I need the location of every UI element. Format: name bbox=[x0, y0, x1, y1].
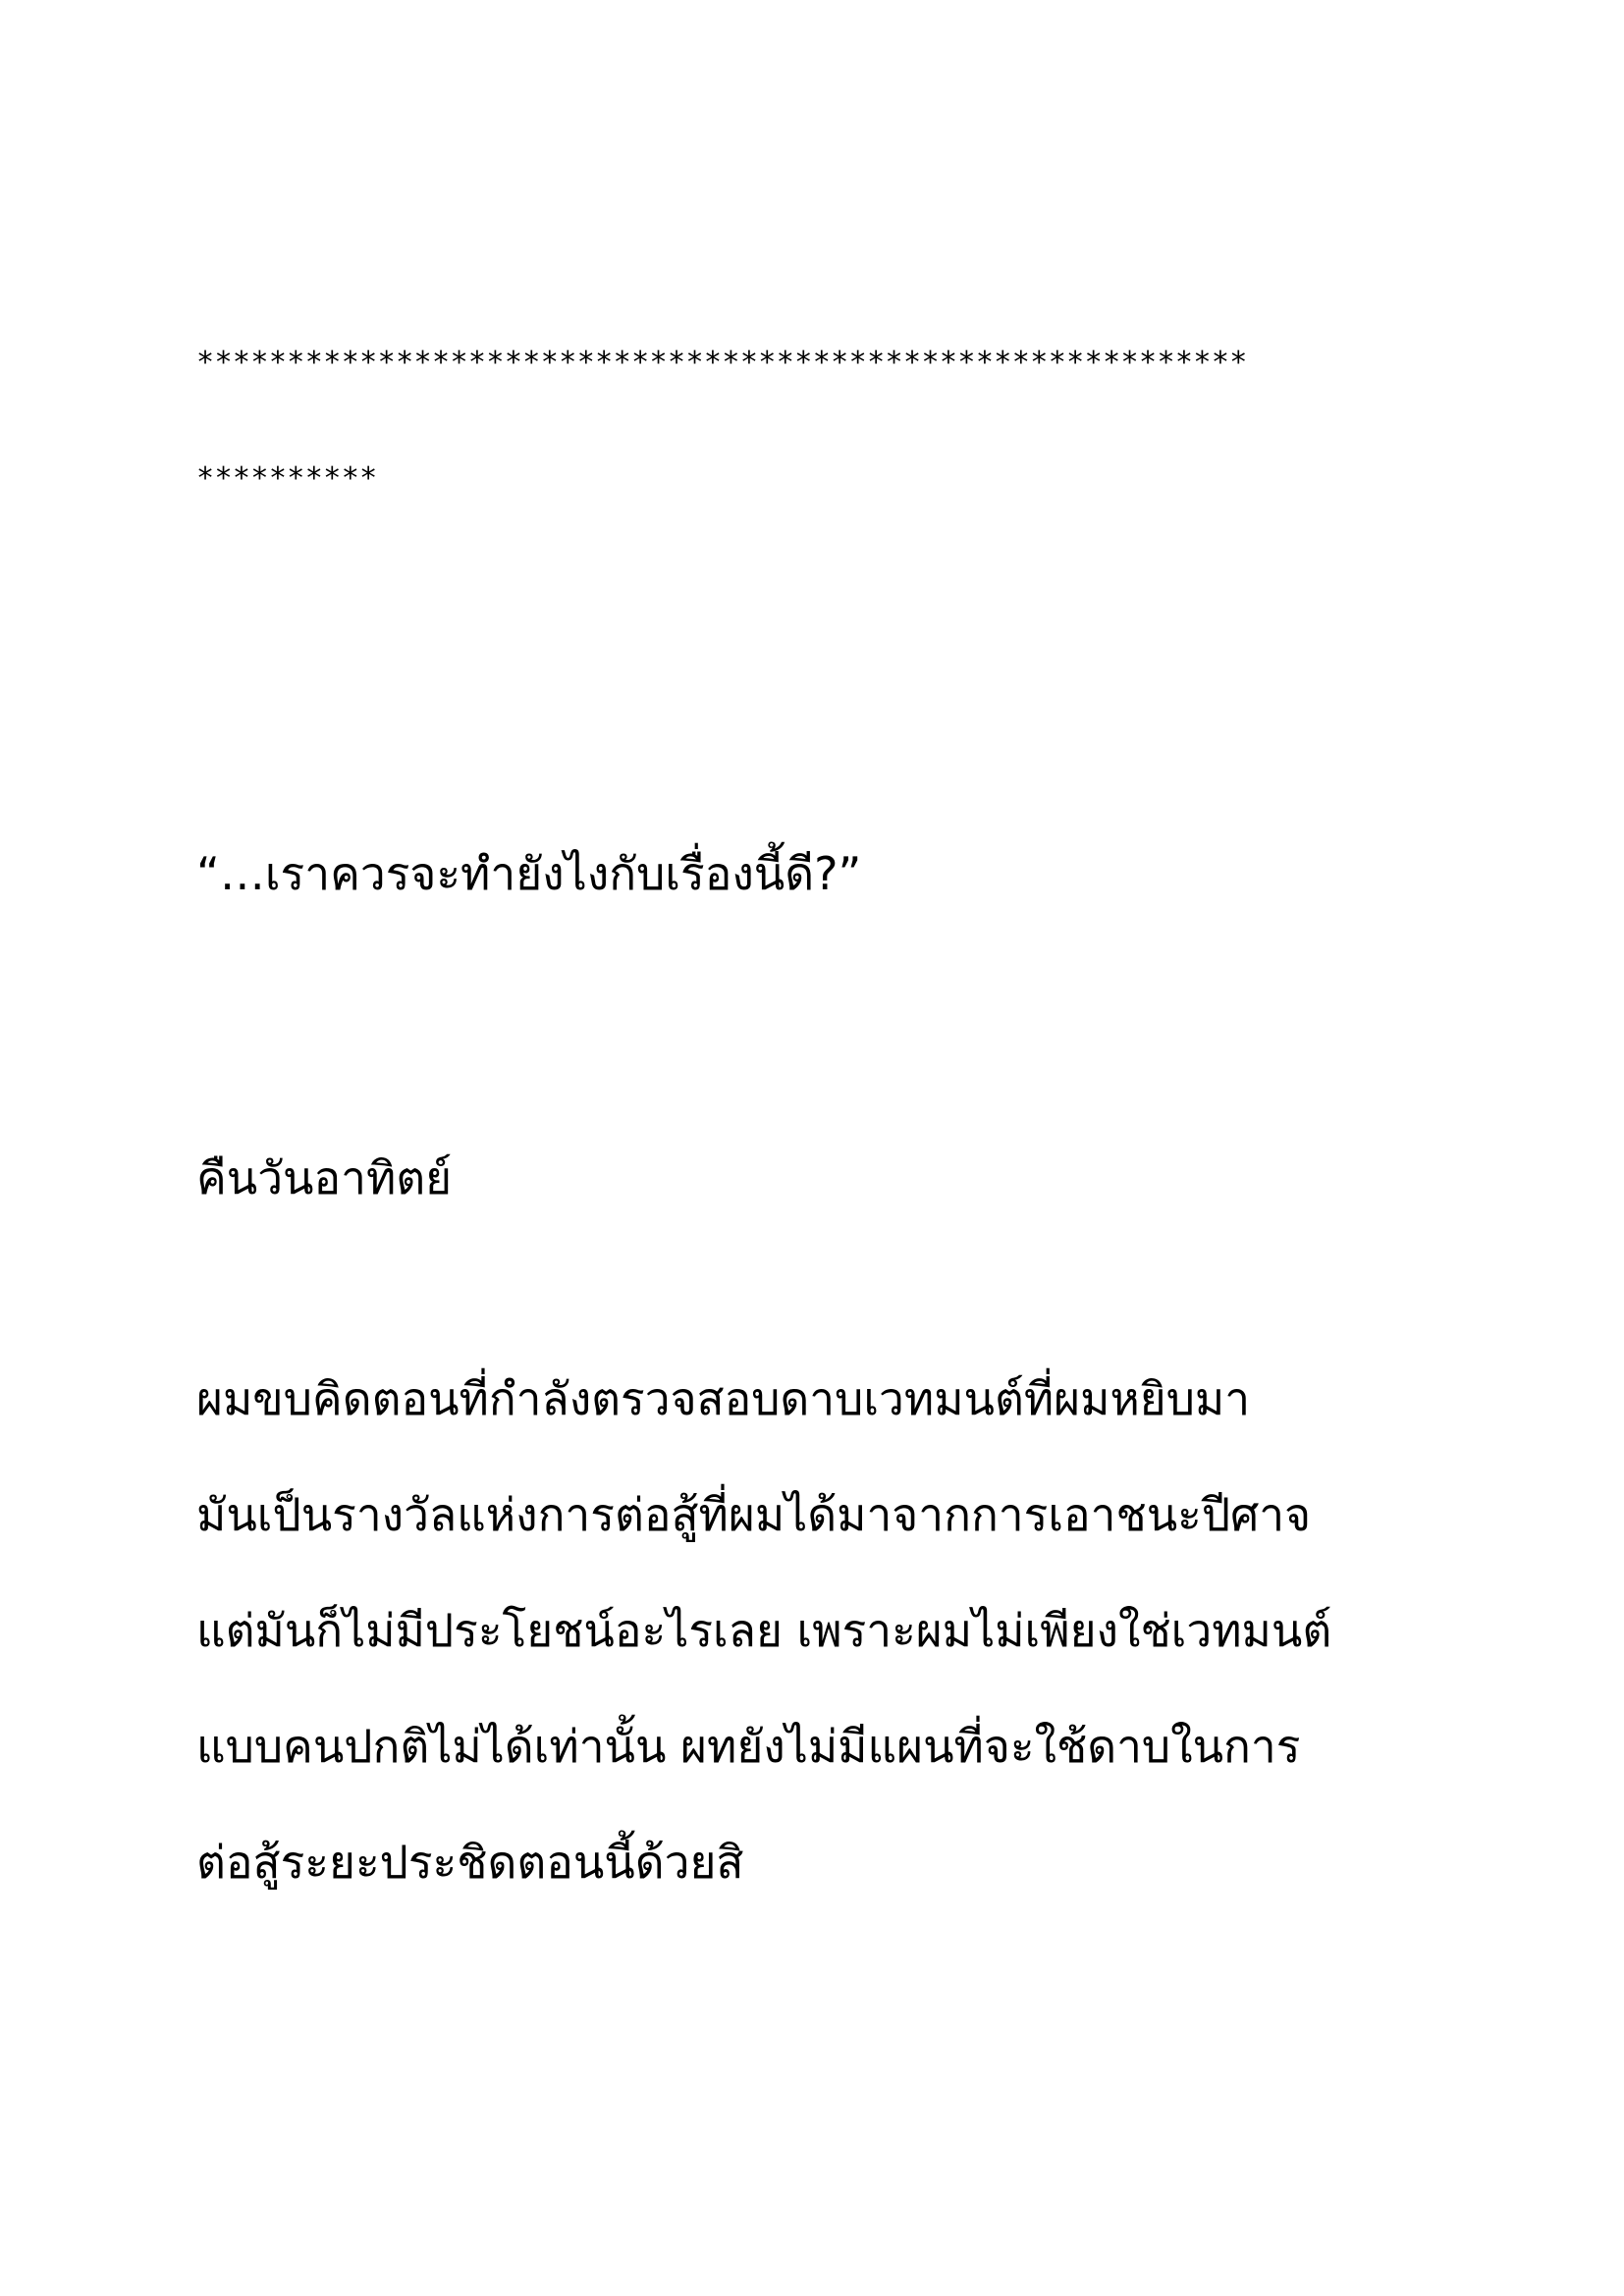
paragraph-line: ผมขบคิดตอนที่กำลังตรวจสอบดาบเวทมนต์ที่ผมหยิบมา bbox=[196, 1372, 1251, 1425]
dialogue-quote: “…เราควรจะทำยังไงกับเรื่องนี้ดี?” bbox=[196, 847, 862, 900]
paragraph-line: แบบคนปกติไม่ได้เท่านั้น ผทยังไม่มีแผนที่จะใช้ดาบในการ bbox=[196, 1720, 1301, 1773]
date-line: คืนวันอาทิตย์ bbox=[196, 1151, 453, 1204]
separator-line-continued: ********** bbox=[196, 461, 378, 496]
paragraph-line: มันเป็นรางวัลแห่งการต่อสู้ที่ผมได้มาจากการเอาชนะปีศาจ bbox=[196, 1488, 1312, 1541]
paragraph-line: ต่อสู้ระยะประชิดตอนนี้ด้วยสิ bbox=[196, 1836, 744, 1889]
paragraph-line: แต่มันก็ไม่มีประโยชน์อะไรเลย เพราะผมไม่เพียงใช่เวทมนต์ bbox=[196, 1604, 1332, 1657]
separator-line: ********************************************************** bbox=[196, 346, 1248, 380]
